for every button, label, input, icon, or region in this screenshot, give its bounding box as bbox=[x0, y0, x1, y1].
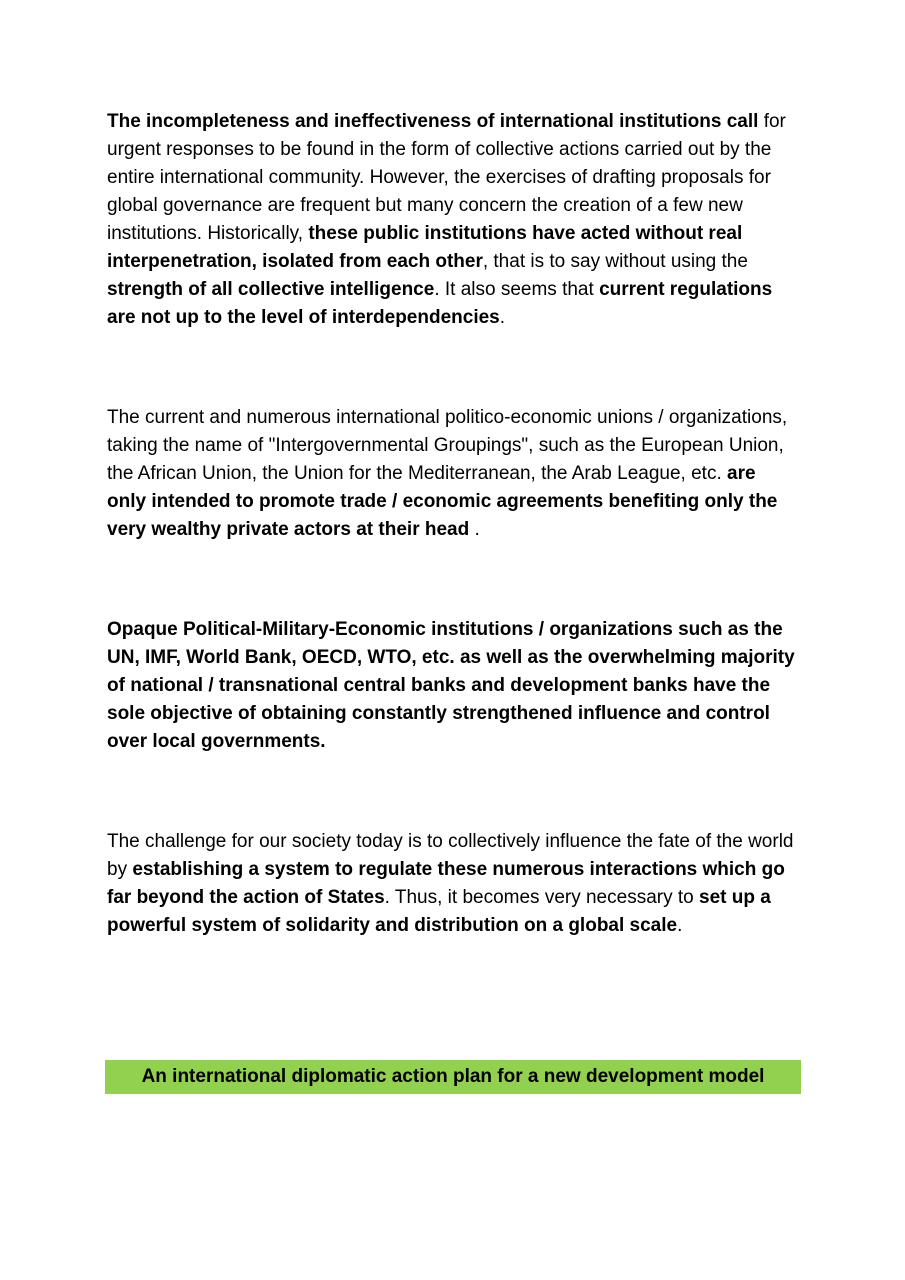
bold-text-run: are only intended to promote trade / economic agreements benefiting only the very wealthy private actors at their head bbox=[107, 463, 778, 540]
text-run: . bbox=[499, 307, 506, 328]
bold-text-run: strength of all collective intelligence bbox=[107, 279, 435, 300]
paragraph-institutions-incompleteness bbox=[107, 108, 795, 332]
bold-text-run: The incompleteness and ineffectiveness of international institutions call bbox=[107, 111, 759, 132]
text-run: The challenge for our society today is to collectively influence the fate of the world by bbox=[107, 831, 794, 880]
text-run: , that is to say without using the bbox=[482, 251, 748, 272]
text-run: for urgent responses to be found in the form of collective actions carried out by the entire international community. However, the exercises of drafting proposals for global governance are frequent but many concern the creation of a few new institutions. Historically, bbox=[107, 111, 786, 244]
section-banner bbox=[105, 1060, 801, 1094]
paragraph-opaque-institutions bbox=[107, 616, 795, 756]
bold-text-run: Opaque Political-Military-Economic institutions / organizations such as the UN, IMF, World Bank, OECD, WTO, etc. as well as the overwhelming majority of national / transnational central banks and development banks have the sole objective of obtaining constantly strengthened influence and control over local governments. bbox=[107, 619, 795, 752]
bold-text-run: current regulations are not up to the level of interdependencies bbox=[107, 279, 773, 328]
document-body bbox=[107, 108, 795, 1094]
paragraph-society-challenge bbox=[107, 828, 795, 940]
section-banner-label: An international diplomatic action plan for a new development model bbox=[141, 1066, 765, 1087]
paragraph-intergovernmental-groupings bbox=[107, 404, 795, 544]
bold-text-run: these public institutions have acted without real interpenetration, isolated from each other bbox=[107, 223, 743, 272]
text-run: . bbox=[469, 519, 480, 540]
text-run: . bbox=[677, 915, 683, 936]
text-run: The current and numerous international politico-economic unions / organizations, taking the name of "Intergovernmental Groupings", such as the European Union, the African Union, the Union for the Mediterranean, the Arab League, etc. bbox=[107, 407, 788, 484]
bold-text-run: establishing a system to regulate these numerous interactions which go far beyond the action of States bbox=[107, 859, 785, 908]
bold-text-run: set up a powerful system of solidarity and distribution on a global scale bbox=[107, 887, 771, 936]
paragraphs-container bbox=[107, 108, 795, 940]
text-run: . It also seems that bbox=[434, 279, 600, 300]
text-run: . Thus, it becomes very necessary to bbox=[384, 887, 699, 908]
